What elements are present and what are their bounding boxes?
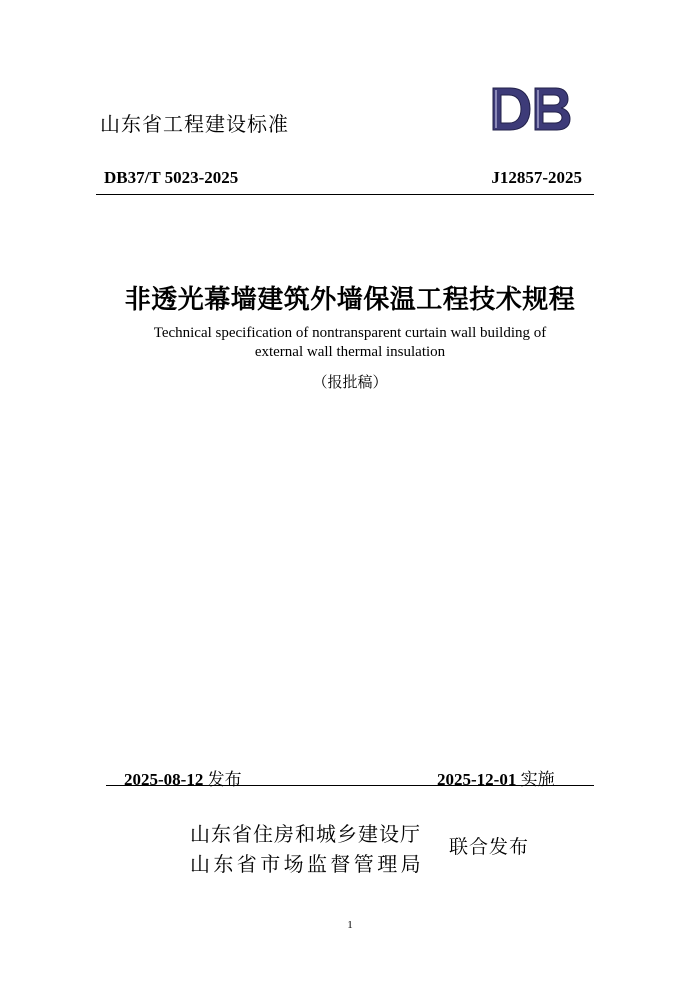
title-english-line-1: Technical specification of nontransparent curtain wall building of [153,325,547,341]
date-divider [106,785,594,786]
document-title-chinese: 非透光幕墙建筑外墙保温工程技术规程 [124,285,576,314]
issuer-market-regulation: 山东省市场监督管理局 [190,852,424,876]
release-date-line [124,765,242,790]
header-divider [96,194,594,195]
record-number: J12857-2025 [491,168,582,187]
db-logo-d [493,88,530,130]
joint-release-label: 联合发布 [449,836,530,858]
page-number: 1 [347,919,353,931]
issuer-housing-department: 山东省住房和城乡建设厅 [190,822,421,846]
draft-status-note: （报批稿） [312,373,388,391]
title-english-line-2: external wall thermal insulation [254,344,446,360]
standard-category: 山东省工程建设标准 [100,112,289,136]
implementation-label: 实施 [520,770,555,790]
db-logo [490,86,572,132]
db-logo-b [535,88,570,130]
release-label: 发布 [207,770,242,790]
document-title-english [110,324,590,362]
release-date: 2025-08-12 [124,770,204,789]
standard-number: DB37/T 5023-2025 [104,168,239,187]
implementation-date-line [437,765,555,790]
implementation-date: 2025-12-01 [437,770,517,789]
